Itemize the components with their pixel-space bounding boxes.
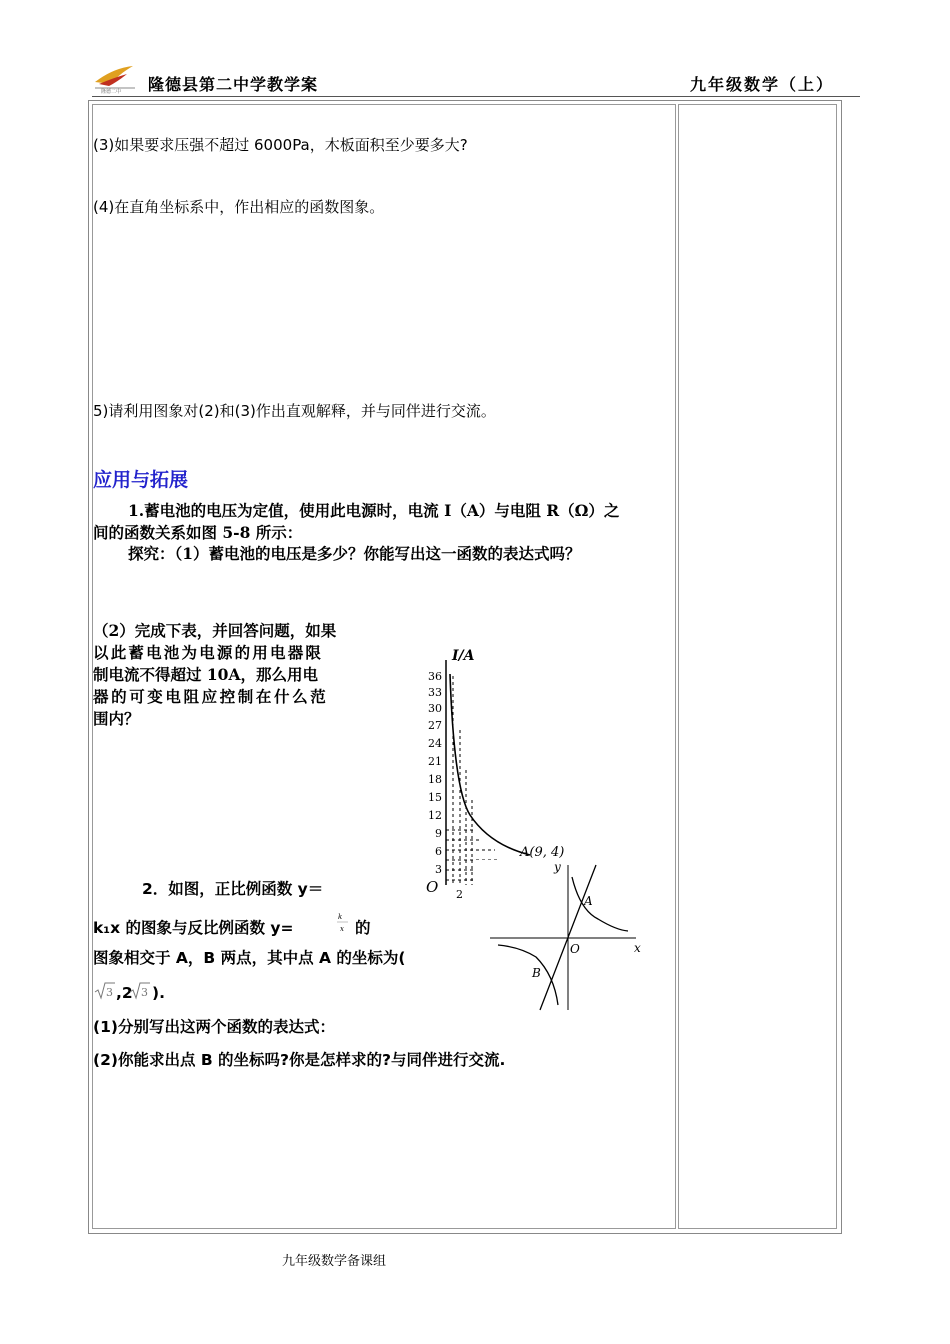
svg-text:隆德二中: 隆德二中 <box>101 89 122 94</box>
problem1-line3: 探究：（1）蓄电池的电压是多少？你能写出这一函数的表达式吗？ <box>128 544 581 563</box>
svg-text:x: x <box>340 925 344 933</box>
svg-text:3: 3 <box>141 986 148 999</box>
problem2-line3: 图象相交于 A，B 两点，其中点 A 的坐标为( <box>93 949 406 967</box>
problem1-line2: 间的函数关系如图 5-8 所示： <box>93 523 303 542</box>
problem2-line4-end: ). <box>152 984 165 1002</box>
intersection-graph <box>488 855 648 1015</box>
graph1-point-a: A(9, 4) <box>520 845 565 860</box>
problem2-q1: (1)分别写出这两个函数的表达式： <box>93 1018 335 1036</box>
graph2-origin: O <box>570 942 580 956</box>
graph1-origin: O <box>426 878 439 896</box>
problem2-line4: ,2 <box>116 984 133 1002</box>
graph1-tick-18: 18 <box>428 773 442 786</box>
sqrt3-symbol-1 <box>93 980 117 1002</box>
problem1-part2-line4: 器的可变电阻应控制在什么范 <box>93 687 329 706</box>
graph1-tick-30: 30 <box>428 702 442 715</box>
section-title: 应用与拓展 <box>93 469 189 491</box>
fraction-k2-over-x <box>336 910 350 934</box>
problem1-line1: 1.蓄电池的电压为定值，使用此电源时，电流 I（A）与电阻 R（Ω）之 <box>128 501 620 520</box>
problem1-part2-line1: （2）完成下表，并回答问题，如果 <box>93 621 337 640</box>
graph2-point-a: A <box>584 894 593 908</box>
problem2-line2a: k₁x 的图象与反比例函数 y= <box>93 919 294 937</box>
problem1-part2-line2: 以此蓄电池为电源的用电器限 <box>93 643 324 662</box>
graph1-x-tick: 2 <box>456 888 463 900</box>
graph1-tick-21: 21 <box>428 755 442 768</box>
notes-cell <box>678 104 837 1229</box>
question-3: (3)如果要求压强不超过 6000Pa，木板面积至少要多大? <box>93 136 468 154</box>
school-logo <box>93 64 137 94</box>
graph2-curve-q3 <box>498 945 558 1005</box>
graph1-tick-24: 24 <box>428 737 442 750</box>
question-4: (4)在直角坐标系中，作出相应的函数图象。 <box>93 198 385 216</box>
problem2-line2b: 的 <box>355 919 371 937</box>
graph1-tick-3: 3 <box>435 863 442 876</box>
header-divider <box>92 96 860 97</box>
question-5: 5)请利用图象对(2)和(3)作出直观解释，并与同伴进行交流。 <box>93 402 496 420</box>
graph1-curve <box>450 674 530 855</box>
graph1-tick-36: 36 <box>428 670 442 683</box>
graph1-y-label: I/A <box>452 648 475 664</box>
problem1-part2-line5: 围内？ <box>93 709 140 728</box>
svg-text:3: 3 <box>106 986 113 999</box>
problem2-line1: 2．如图，正比例函数 y＝ <box>142 880 324 898</box>
graph1-tick-9: 9 <box>435 827 442 840</box>
problem2-q2: (2)你能求出点 B 的坐标吗?你是怎样求的?与同伴进行交流. <box>93 1051 506 1069</box>
grade-title: 九年级数学（上） <box>690 75 835 94</box>
graph2-point-b: B <box>532 966 541 980</box>
sqrt3-symbol-2 <box>128 980 152 1002</box>
graph1-tick-15: 15 <box>428 791 442 804</box>
graph1-tick-33: 33 <box>428 686 442 699</box>
graph1-tick-27: 27 <box>428 719 442 732</box>
problem1-part2-line3: 制电流不得超过 10A，那么用电 <box>93 665 318 684</box>
svg-text:k: k <box>338 913 343 921</box>
graph1-tick-6: 6 <box>435 845 442 858</box>
graph2-x-label: x <box>634 941 641 955</box>
school-title: 隆德县第二中学教学案 <box>148 75 319 94</box>
graph1-tick-12: 12 <box>428 809 442 822</box>
footer-text: 九年级数学备课组 <box>282 1254 387 1269</box>
graph2-y-label: y <box>554 860 561 874</box>
